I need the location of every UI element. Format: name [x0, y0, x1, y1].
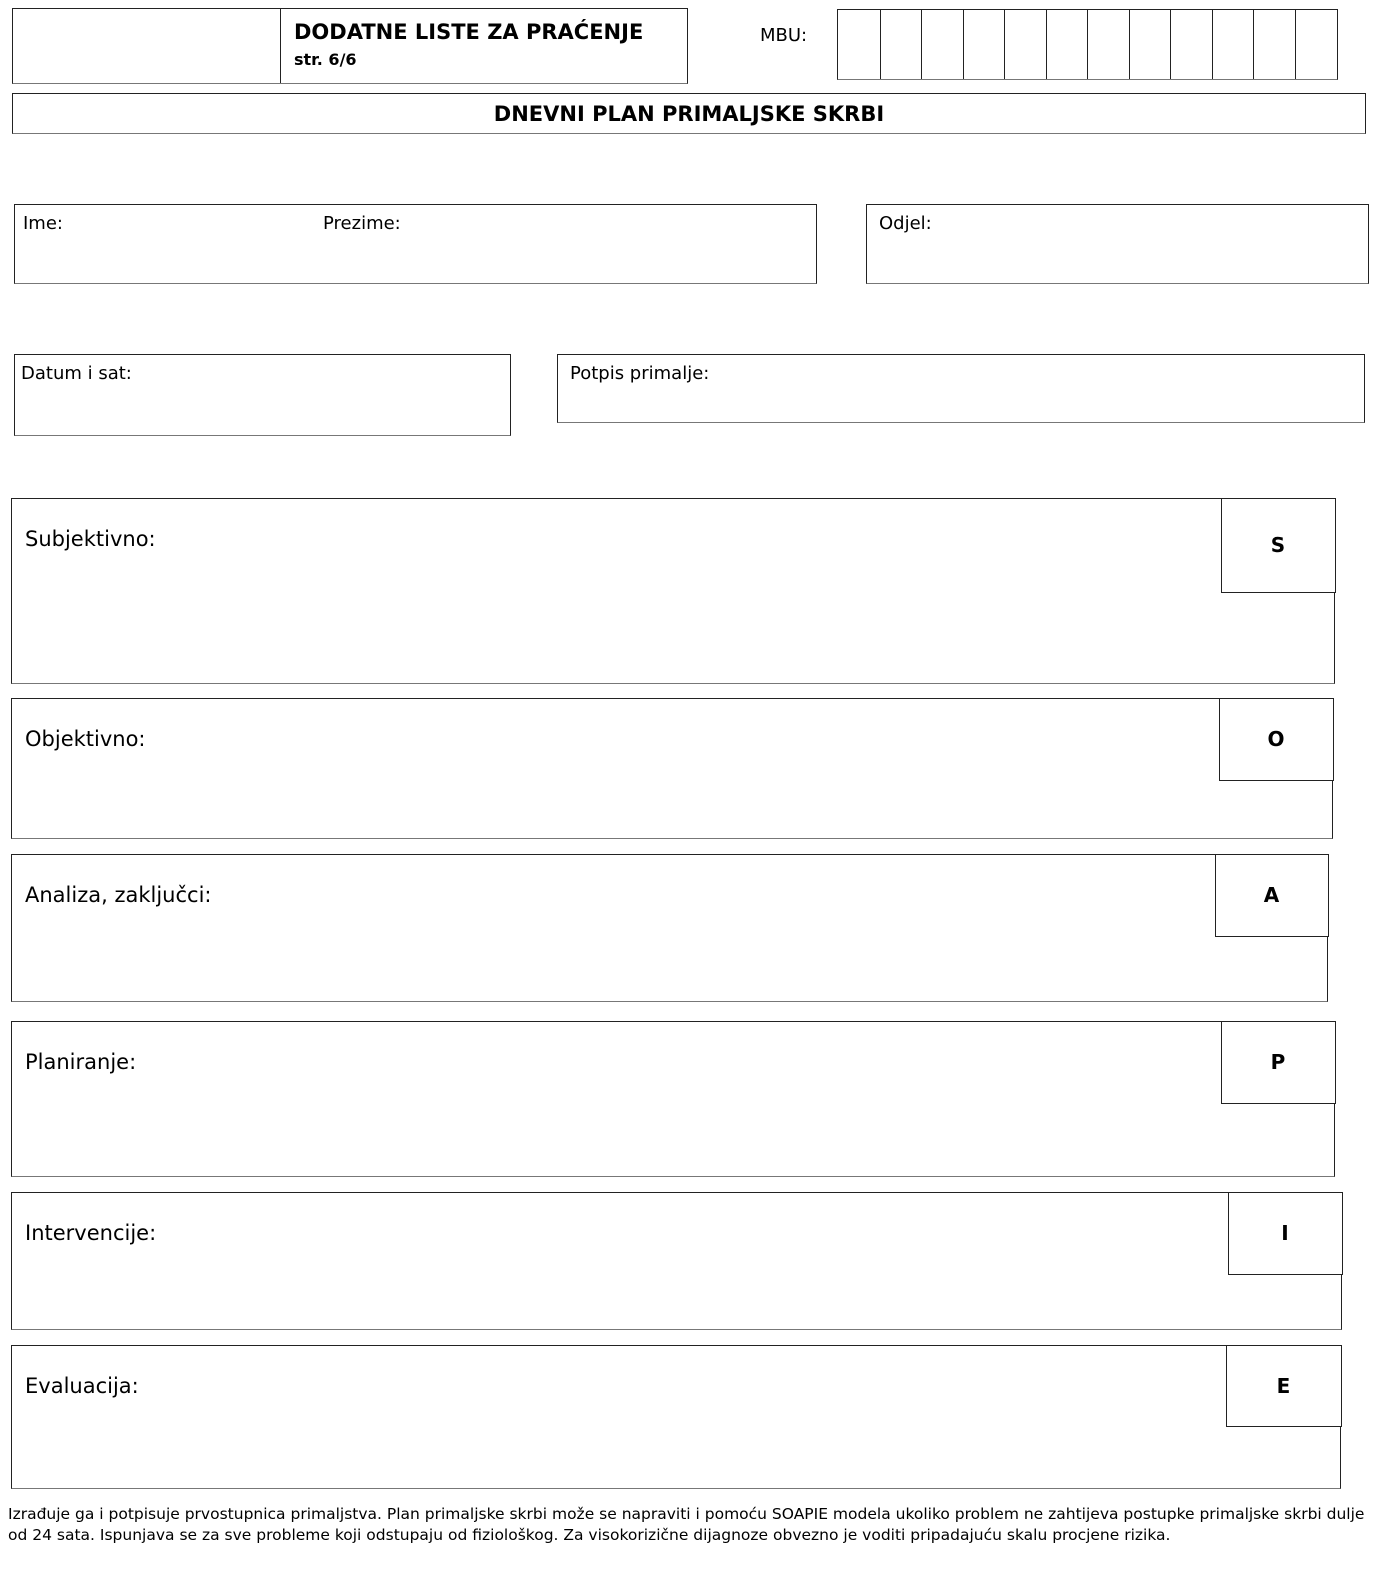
datum-label: Datum i sat:	[21, 363, 132, 384]
section-letter: A	[1215, 854, 1329, 937]
mbu-cell-divider	[1046, 10, 1047, 79]
mbu-cell-divider	[1087, 10, 1088, 79]
section-label: Planiranje:	[25, 1050, 137, 1074]
section-subjective[interactable]	[11, 498, 1335, 684]
section-letter: E	[1226, 1345, 1342, 1427]
date-time-field[interactable]	[14, 354, 511, 436]
main-title: DNEVNI PLAN PRIMALJSKE SKRBI	[493, 101, 885, 126]
logo-area	[13, 9, 281, 83]
department-field[interactable]	[866, 204, 1369, 284]
main-title-box	[12, 93, 1366, 134]
section-evaluation[interactable]	[11, 1345, 1341, 1489]
midwife-signature-field[interactable]	[557, 354, 1365, 423]
section-assessment[interactable]	[11, 854, 1328, 1002]
mbu-cell-divider	[963, 10, 964, 79]
section-intervention[interactable]	[11, 1192, 1342, 1330]
mbu-cell-divider	[1170, 10, 1171, 79]
mbu-cell-divider	[1253, 10, 1254, 79]
header-box	[12, 8, 688, 84]
mbu-cell-divider	[1295, 10, 1296, 79]
odjel-label: Odjel:	[879, 213, 932, 234]
section-label: Intervencije:	[25, 1221, 157, 1245]
section-label: Objektivno:	[25, 727, 146, 751]
ime-label: Ime:	[23, 213, 63, 234]
name-field[interactable]	[14, 204, 817, 284]
mbu-cell-divider	[880, 10, 881, 79]
page-number: str. 6/6	[294, 50, 357, 69]
section-letter: I	[1228, 1192, 1343, 1275]
mbu-cell-divider	[1212, 10, 1213, 79]
mbu-cell-divider	[1129, 10, 1130, 79]
footer-note: Izrađuje ga i potpisuje prvostupnica primaljstva. Plan primaljske skrbi može se napraviti i pomoću SOAPIE modela ukoliko problem ne zahtijeva postupke primaljske skrbi dulje od 24 sata. Ispunjava se za sve probleme koji odstupaju od fiziološkog. Za visokorizične dijagnoze obvezno je voditi pripadajuću skalu procjene rizika.	[8, 1505, 1365, 1544]
mbu-cell-divider	[921, 10, 922, 79]
section-letter: O	[1219, 698, 1334, 781]
mbu-cell-divider	[1004, 10, 1005, 79]
section-objective[interactable]	[11, 698, 1333, 839]
potpis-label: Potpis primalje:	[570, 363, 710, 384]
section-label: Analiza, zaključci:	[25, 883, 212, 907]
mbu-label: MBU:	[760, 25, 808, 46]
mbu-input-grid[interactable]	[837, 9, 1338, 80]
section-label: Subjektivno:	[25, 527, 156, 551]
section-planning[interactable]	[11, 1021, 1335, 1177]
prezime-label: Prezime:	[323, 213, 401, 234]
section-letter: P	[1221, 1021, 1336, 1104]
section-letter: S	[1221, 498, 1336, 593]
section-label: Evaluacija:	[25, 1374, 139, 1398]
form-title: DODATNE LISTE ZA PRAĆENJE	[294, 20, 644, 44]
